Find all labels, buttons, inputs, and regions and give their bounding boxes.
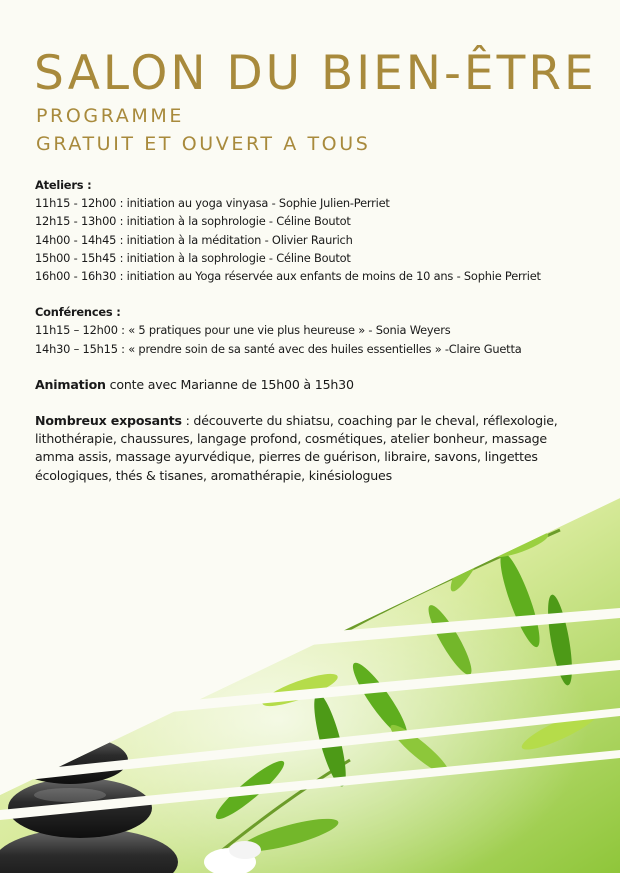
exposants-text: : découverte du shiatsu, coaching par le cheval, réflexologie, lithothérapie, chaussures, langage profond, cosmétiques, atelier bonheur, massage amma assis, massage ayurvédique, pierres de guérison, libraire, savons, lingettes écologiques, thés & tisanes, aromathérapie, kinésiologues — [35, 413, 558, 483]
atelier-item: 12h15 - 13h00 : initiation à la sophrologie - Céline Boutot — [35, 214, 351, 229]
atelier-item: 14h00 - 14h45 : initiation à la méditation - Olivier Raurich — [35, 232, 353, 247]
animation-text: conte avec Marianne de 15h00 à 15h30 — [105, 376, 354, 392]
animation-line — [35, 376, 575, 394]
poster-title: SALON DU BIEN-ÊTRE — [34, 46, 597, 101]
atelier-item: 15h00 - 15h45 : initiation à la sophrologie - Céline Boutot — [35, 250, 351, 265]
conference-item: 14h30 – 15h15 : « prendre soin de sa santé avec des huiles essentielles » -Claire Guetta — [35, 341, 522, 356]
exposants-paragraph — [35, 412, 575, 485]
conferences-heading: Conférences : — [35, 305, 121, 320]
subtitle-programme: PROGRAMME — [36, 105, 184, 127]
ateliers-heading: Ateliers : — [35, 178, 92, 192]
subtitle-free: GRATUIT ET OUVERT A TOUS — [36, 133, 371, 155]
animation-label: Animation — [35, 376, 106, 392]
conference-item: 11h15 – 12h00 : « 5 pratiques pour une vie plus heureuse » - Sonia Weyers — [35, 323, 451, 338]
program-content — [35, 176, 575, 514]
atelier-item: 11h15 - 12h00 : initiation au yoga vinyasa - Sophie Julien-Perriet — [35, 196, 390, 211]
atelier-item: 16h00 - 16h30 : initiation au Yoga réservée aux enfants de moins de 10 ans - Sophie Perriet — [35, 269, 541, 284]
bamboo-zen-illustration — [0, 490, 620, 873]
exposants-label: Nombreux exposants — [35, 413, 182, 429]
